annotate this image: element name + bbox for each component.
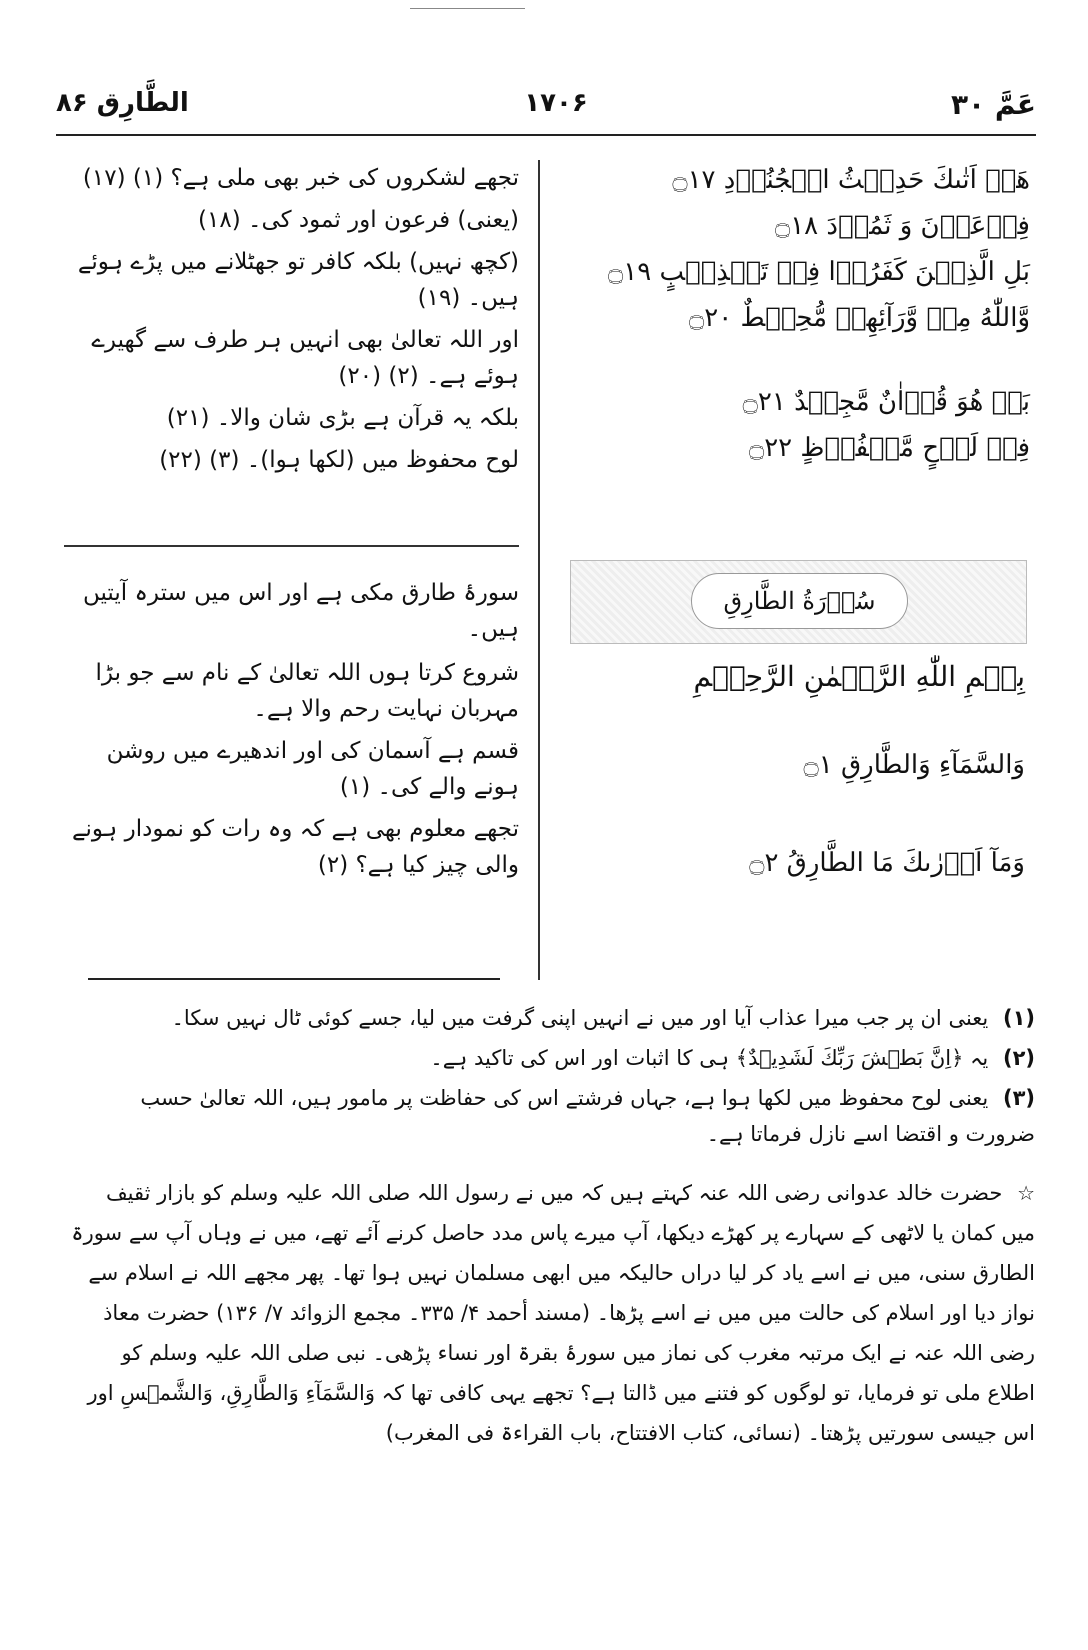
footnote-1 [70, 1000, 1035, 1036]
translation-column-bottom [64, 655, 519, 889]
column-divider [538, 160, 540, 980]
page-header [56, 88, 1036, 128]
translation-verse-20: اور اللہ تعالیٰ بھی انہیں ہر طرف سے گھیرے ہوئے ہے۔ (۲) (۲۰) [91, 327, 519, 389]
juz-reference: عَمَّ ۳۰ [950, 88, 1036, 121]
star-icon: ☆ [1017, 1181, 1035, 1205]
surah-intro [64, 575, 519, 653]
top-rule [410, 8, 525, 9]
footnote-text: یہ ﴿اِنَّ بَطۡشَ رَبِّكَ لَشَدِيۡدٌ﴾ ہی کا اثبات اور اس کی تاکید ہے۔ [430, 1046, 989, 1070]
translation-column-top [64, 160, 519, 484]
translation-verse-1: قسم ہے آسمان کی اور اندھیرے میں روشن ہونے والے کی۔ (۱) [106, 738, 519, 800]
arabic-verse-18: فِرۡعَوۡنَ وَ ثَمُوۡدَ ۝۱۸ [774, 211, 1030, 241]
arabic-verse-2: وَمَآ اَدۡرٰىكَ مَا الطَّارِقُ ۝۲ [749, 848, 1025, 878]
translation-verse-21: بلکہ یہ قرآن ہے بڑی شان والا۔ (۲۱) [166, 405, 519, 431]
bismillah-translation: شروع کرتا ہوں اللہ تعالیٰ کے نام سے جو بڑا مہربان نہایت رحم والا ہے۔ [95, 660, 519, 722]
footnote-text: یعنی لوح محفوظ میں لکھا ہوا ہے، جہاں فرشتے اس کی حفاظت پر مامور ہیں، اللہ تعالیٰ حسب ضرورت و اقتضا اسے نازل فرماتا ہے۔ [140, 1086, 1035, 1146]
page-number: ۱۷۰۶ [524, 88, 588, 118]
translation-verse-17: تجھے لشکروں کی خبر بھی ملی ہے؟ (۱) (۱۷) [82, 165, 519, 191]
translation-verse-22: لوح محفوظ میں (لکھا ہوا)۔ (۳) (۲۲) [159, 447, 519, 473]
footnotes [70, 1000, 1035, 1474]
section-rule [64, 545, 519, 547]
footnote-rule [88, 978, 500, 980]
surah-reference: الطَّارِق ۸۶ [56, 88, 189, 118]
arabic-verse-17: هَلۡ اَتٰىكَ حَدِيۡثُ الۡجُنُوۡدِ ۝۱۷ [672, 165, 1030, 195]
surah-title: سُوۡرَةُ الطَّارِقِ [691, 573, 908, 629]
hadith-text: حضرت خالد عدوانی رضی اللہ عنہ کہتے ہیں کہ میں نے رسول اللہ صلی اللہ علیہ وسلم کو بازار ثقیف میں کمان یا لاٹھی کے سہارے پر کھڑے دیکھا، آپ میرے پاس مدد حاصل کرنے آئے تھے، میں نے وہاں آپ سے سورۃ الطارق سنی، میں نے اسے یاد کر لیا دراں حالیکہ میں ابھی مسلمان نہیں ہوا تھا۔ پھر مجھے اللہ نے اسلام سے نواز دیا اور اسلام کی حالت میں میں نے اسے پڑھا۔ (مسند أحمد ۴/ ۳۳۵۔ مجمع الزوائد ۷/ ۱۳۶) حضرت معاذ رضی اللہ عنہ نے ایک مرتبہ مغرب کی نماز میں سورۂ بقرۃ اور نساء پڑھی۔ نبی صلی اللہ علیہ وسلم کو اطلاع ملی تو فرمایا، تو لوگوں کو فتنے میں ڈالتا ہے؟ تجھے یہی کافی تھا کہ وَالسَّمَآءِ وَالطَّارِقِ، وَالشَّمۡسِ اور اس جیسی سورتیں پڑھتا۔ (نسائی، کتاب الافتتاح، باب القراءۃ فی المغرب) [71, 1181, 1035, 1445]
bismillah: بِسۡمِ اللّٰهِ الرَّحۡمٰنِ الرَّحِيۡمِ [693, 660, 1025, 693]
arabic-verse-20: وَّاللّٰهُ مِنۡ وَّرَآئِهِمۡ مُّحِيۡطٌ ۝۲۰ [689, 303, 1030, 333]
arabic-verse-22: فِىۡ لَوۡحٍ مَّحۡفُوۡظٍ ۝۲۲ [748, 433, 1030, 463]
arabic-verse-19: بَلِ الَّذِيۡنَ كَفَرُوۡا فِىۡ تَكۡذِيۡبٍ ۝۱۹ [608, 257, 1030, 287]
arabic-verse-21: بَلۡ هُوَ قُرۡاٰنٌ مَّجِيۡدٌ ۝۲۱ [742, 387, 1030, 417]
surah-title-banner [570, 560, 1027, 644]
arabic-column-top [560, 160, 1030, 474]
translation-verse-18: (یعنی) فرعون اور ثمود کی۔ (۱۸) [198, 207, 519, 233]
footnote-number: (۲) [1002, 1046, 1035, 1070]
footnote-2 [70, 1040, 1035, 1076]
translation-verse-2: تجھے معلوم بھی ہے کہ وہ رات کو نمودار ہونے والی چیز کیا ہے؟ (۲) [72, 816, 519, 878]
header-rule [56, 134, 1036, 136]
footnote-text: یعنی ان پر جب میرا عذاب آیا اور میں نے انہیں اپنی گرفت میں لیا، جسے کوئی ٹال نہیں سکا۔ [171, 1006, 989, 1030]
footnote-3 [70, 1080, 1035, 1152]
hadith-note [70, 1173, 1035, 1453]
footnote-number: (۱) [1002, 1006, 1035, 1030]
surah-intro-text: سورۂ طارق مکی ہے اور اس میں سترہ آیتیں ہیں۔ [82, 580, 519, 642]
footnote-number: (۳) [1002, 1086, 1035, 1110]
translation-verse-19: (کچھ نہیں) بلکہ کافر تو جھٹلانے میں پڑے ہوئے ہیں۔ (۱۹) [77, 249, 519, 311]
arabic-column-bottom [570, 745, 1025, 941]
arabic-verse-1: وَالسَّمَآءِ وَالطَّارِقِ ۝۱ [803, 750, 1025, 780]
